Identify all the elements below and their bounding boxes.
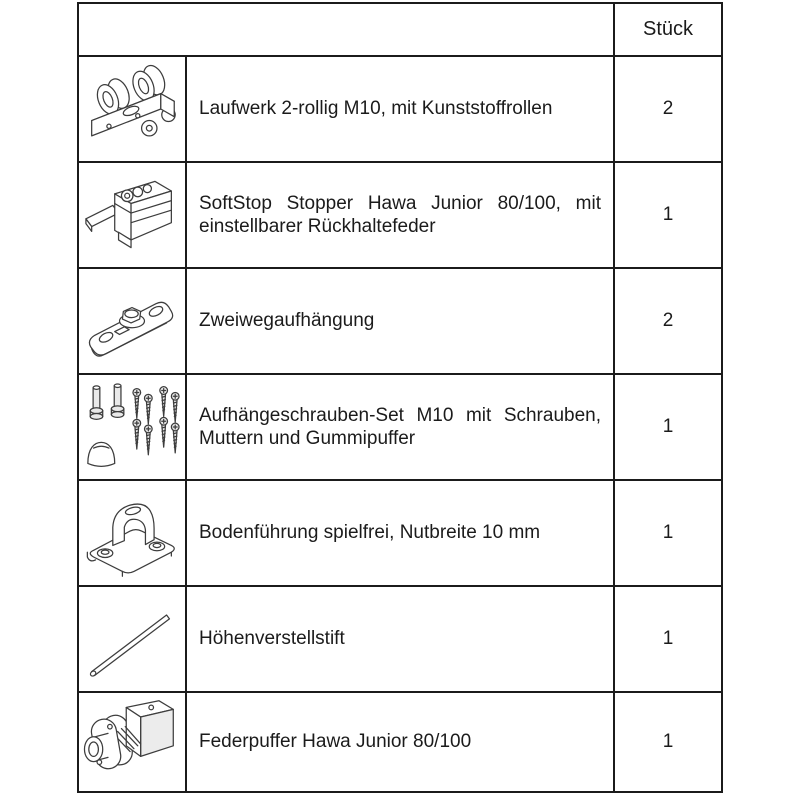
suspension-screw-set-drawing: [82, 379, 182, 475]
part-image-cell: [78, 586, 186, 692]
part-image-cell: [78, 692, 186, 792]
part-quantity: 2: [614, 56, 722, 162]
part-description: [186, 56, 614, 162]
quantity-column-header: Stück: [614, 3, 722, 56]
part-description: [186, 374, 614, 480]
part-description-text: Aufhängeschrauben-Set M10 mit Schrauben, Muttern und Gummipuffer: [199, 404, 601, 449]
table-row: [78, 162, 722, 268]
table-row: [78, 56, 722, 162]
part-quantity: 1: [614, 374, 722, 480]
floor-guide-drawing: [82, 485, 182, 581]
part-description: [186, 162, 614, 268]
part-description-text: Laufwerk 2-rollig M10, mit Kunststoffrollen: [199, 98, 553, 120]
part-image-cell: [78, 162, 186, 268]
softstop-stopper-drawing: [82, 167, 182, 263]
part-description-text: Zweiwegaufhängung: [199, 310, 375, 332]
parts-table: [77, 2, 723, 793]
part-image-cell: [78, 480, 186, 586]
part-image-cell: [78, 268, 186, 374]
part-description-text: Höhenverstellstift: [199, 628, 345, 650]
part-quantity: 1: [614, 162, 722, 268]
roller-carriage-drawing: [82, 61, 182, 157]
part-description: [186, 480, 614, 586]
table-row: [78, 692, 722, 792]
header-empty-cell: [78, 3, 614, 56]
part-description-text: Bodenführung spielfrei, Nutbreite 10 mm: [199, 522, 541, 544]
part-description: [186, 268, 614, 374]
table-row: [78, 480, 722, 586]
two-way-suspension-plate-drawing: [82, 273, 182, 369]
part-quantity: 1: [614, 480, 722, 586]
table-row: [78, 586, 722, 692]
part-quantity: 2: [614, 268, 722, 374]
table-header-row: [78, 3, 722, 56]
height-adjustment-pin-drawing: [82, 591, 182, 687]
part-description-text: SoftStop Stopper Hawa Junior 80/100, mit einstellbarer Rückhaltefeder: [199, 192, 601, 237]
part-description: [186, 586, 614, 692]
part-description-text: Federpuffer Hawa Junior 80/100: [199, 731, 472, 753]
table-row: [78, 268, 722, 374]
part-description: [186, 692, 614, 792]
part-image-cell: [78, 56, 186, 162]
part-image-cell: [78, 374, 186, 480]
table-row: [78, 374, 722, 480]
spring-buffer-drawing: [82, 694, 182, 790]
part-quantity: 1: [614, 586, 722, 692]
part-quantity: 1: [614, 692, 722, 792]
